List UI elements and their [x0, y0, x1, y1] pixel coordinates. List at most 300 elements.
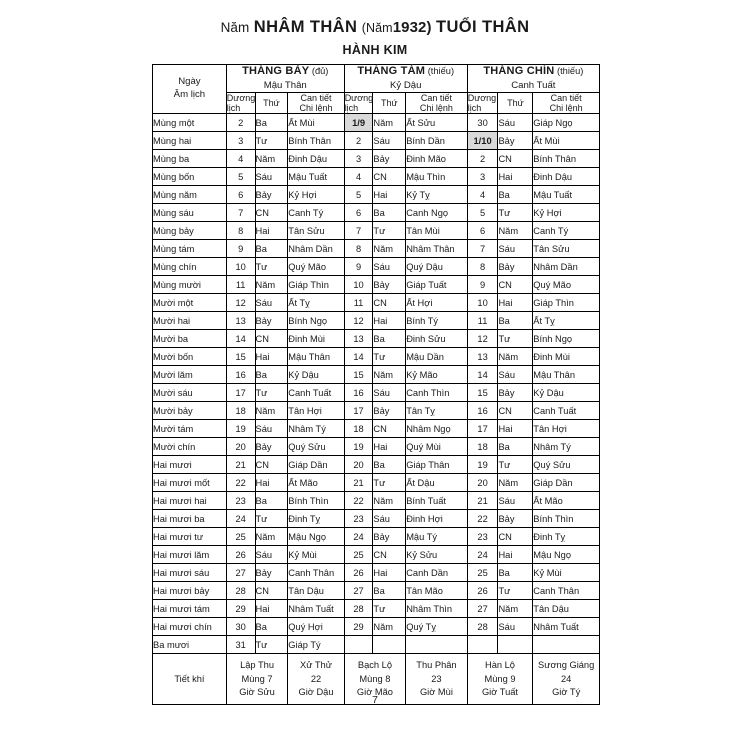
tiet-khi-name-4: Thu Phân [416, 660, 457, 671]
cell-am-lich: Mười bốn [153, 348, 227, 366]
cell-solar-date: 2 [344, 132, 373, 150]
cell-weekday: Bảy [255, 186, 288, 204]
cell-solar-date: 23 [226, 492, 255, 510]
cell-solar-date: 4 [226, 150, 255, 168]
cell-can-chi: Quý Mão [533, 276, 600, 294]
cell-weekday [498, 636, 533, 654]
title-year-name: NHÂM THÂN [253, 18, 358, 36]
cell-weekday: Ba [255, 618, 288, 636]
cell-weekday: Bảy [255, 438, 288, 456]
subheader-ct-l1-1: Can tiết [300, 92, 332, 103]
cell-can-chi: Ất Hợi [406, 294, 468, 312]
cell-solar-date: 5 [344, 186, 373, 204]
cell-solar-date: 9 [226, 240, 255, 258]
cell-solar-date: 20 [226, 438, 255, 456]
table-row [153, 636, 600, 654]
cell-solar-date: 25 [344, 546, 373, 564]
cell-can-chi: Canh Tý [533, 222, 600, 240]
cell-can-chi: Đinh Sửu [406, 330, 468, 348]
table-row [153, 420, 600, 438]
table-row [153, 204, 600, 222]
cell-can-chi: Ất Mùi [288, 114, 344, 132]
cell-solar-date: 21 [467, 492, 498, 510]
cell-solar-date: 15 [467, 384, 498, 402]
cell-can-chi: Quý Sửu [288, 438, 344, 456]
cell-can-chi: Kỷ Hợi [533, 204, 600, 222]
cell-can-chi: Nhâm Ngọ [406, 420, 468, 438]
cell-weekday: Hai [255, 222, 288, 240]
cell-solar-date: 25 [467, 564, 498, 582]
cell-weekday: Tư [255, 132, 288, 150]
cell-weekday: Năm [255, 150, 288, 168]
cell-solar-date: 13 [467, 348, 498, 366]
cell-weekday: Năm [373, 492, 406, 510]
cell-solar-date: 24 [344, 528, 373, 546]
cell-can-chi: Mậu Ngọ [533, 546, 600, 564]
table-row [153, 276, 600, 294]
cell-solar-date: 14 [226, 330, 255, 348]
cell-solar-date: 6 [344, 204, 373, 222]
cell-weekday: Năm [373, 240, 406, 258]
cell-can-chi: Bính Tuất [406, 492, 468, 510]
cell-solar-date: 19 [467, 456, 498, 474]
cell-can-chi: Quý Hợi [288, 618, 344, 636]
cell-solar-date: 28 [226, 582, 255, 600]
subheader-ct-l2-3: Chi lệnh [549, 103, 583, 114]
cell-solar-date: 26 [226, 546, 255, 564]
cell-am-lich: Mười chín [153, 438, 227, 456]
month-canchi-3: Canh Tuất [511, 79, 556, 91]
cell-solar-date-highlighted: 1/10 [467, 132, 498, 150]
cell-can-chi: Đinh Tỵ [288, 510, 344, 528]
cell-weekday: Sáu [373, 384, 406, 402]
cell-solar-date: 12 [226, 294, 255, 312]
subheader-dl-l2-1: lịch [226, 103, 241, 114]
cell-am-lich: Mùng mười [153, 276, 227, 294]
cell-weekday: Ba [255, 366, 288, 384]
cell-can-chi: Ất Mão [533, 492, 600, 510]
subheader-cantiet-1 [288, 92, 344, 114]
cell-am-lich: Mùng một [153, 114, 227, 132]
cell-solar-date: 24 [467, 546, 498, 564]
cell-am-lich: Hai mươi tám [153, 600, 227, 618]
month-header-3 [467, 65, 599, 93]
cell-solar-date: 17 [467, 420, 498, 438]
cell-can-chi: Ất Mùi [533, 132, 600, 150]
cell-solar-date: 4 [344, 168, 373, 186]
table-row [153, 114, 600, 132]
cell-can-chi: Ất Sửu [406, 114, 468, 132]
cell-weekday: Bảy [498, 384, 533, 402]
cell-weekday: Sáu [498, 492, 533, 510]
cell-solar-date: 28 [467, 618, 498, 636]
cell-weekday: Năm [498, 600, 533, 618]
cell-solar-date: 19 [226, 420, 255, 438]
cell-solar-date: 19 [344, 438, 373, 456]
cell-can-chi: Tân Dậu [288, 582, 344, 600]
cell-weekday: Hai [255, 600, 288, 618]
cell-am-lich: Mùng hai [153, 132, 227, 150]
cell-weekday: Sáu [498, 240, 533, 258]
cell-can-chi: Đinh Hợi [406, 510, 468, 528]
cell-can-chi: Kỷ Dậu [533, 384, 600, 402]
cell-solar-date: 26 [467, 582, 498, 600]
month-name-3: THÁNG CHÍN [483, 65, 555, 77]
cell-weekday: Tư [373, 600, 406, 618]
cell-weekday: Tư [373, 474, 406, 492]
cell-weekday: Hai [373, 564, 406, 582]
cell-weekday: Năm [498, 348, 533, 366]
cell-can-chi: Canh Tý [288, 204, 344, 222]
cell-can-chi: Bính Thân [533, 150, 600, 168]
tiet-khi-day-2: 22 [310, 673, 322, 684]
cell-can-chi: Tân Hợi [288, 402, 344, 420]
calendar-table-wrapper [152, 64, 600, 705]
cell-am-lich: Hai mươi sáu [153, 564, 227, 582]
cell-can-chi: Tân Dậu [533, 600, 600, 618]
month-qualifier-2: (thiếu) [427, 66, 455, 76]
cell-solar-date: 3 [467, 168, 498, 186]
tiet-khi-day-4: 23 [431, 673, 442, 684]
tiet-khi-name-2: Xử Thử [300, 660, 332, 671]
cell-can-chi: Quý Sửu [533, 456, 600, 474]
cell-can-chi: Kỷ Dậu [288, 366, 344, 384]
tiet-khi-day-6: 24 [560, 673, 572, 684]
cell-weekday: CN [373, 294, 406, 312]
month-name-1: THÁNG BẢY [242, 65, 310, 77]
cell-weekday: Ba [373, 582, 406, 600]
cell-weekday: Tư [255, 510, 288, 528]
cell-solar-date: 23 [467, 528, 498, 546]
cell-weekday: Bảy [498, 132, 533, 150]
cell-am-lich: Mười hai [153, 312, 227, 330]
cell-weekday: Năm [373, 366, 406, 384]
cell-solar-date: 2 [467, 150, 498, 168]
table-row [153, 402, 600, 420]
cell-weekday: Sáu [498, 366, 533, 384]
tiet-khi-hour-4: Giờ Mùi [419, 687, 453, 698]
cell-can-chi: Giáp Dần [533, 474, 600, 492]
table-row [153, 312, 600, 330]
cell-weekday: Bảy [498, 258, 533, 276]
cell-weekday: CN [373, 546, 406, 564]
cell-weekday: Ba [373, 204, 406, 222]
cell-am-lich: Mười bảy [153, 402, 227, 420]
cell-can-chi: Kỷ Mão [406, 366, 468, 384]
cell-solar-date: 29 [344, 618, 373, 636]
tiet-khi-hour-5: Giờ Tuất [481, 687, 519, 698]
cell-can-chi: Tân Hợi [533, 420, 600, 438]
cell-solar-date: 14 [467, 366, 498, 384]
cell-weekday: Sáu [255, 294, 288, 312]
cell-weekday: Hai [498, 546, 533, 564]
cell-can-chi: Nhâm Thân [406, 240, 468, 258]
cell-am-lich: Mùng bốn [153, 168, 227, 186]
cell-can-chi: Kỷ Sửu [406, 546, 468, 564]
cell-solar-date: 8 [226, 222, 255, 240]
cell-can-chi: Giáp Tuất [406, 276, 468, 294]
cell-weekday: Ba [498, 312, 533, 330]
cell-solar-date: 30 [467, 114, 498, 132]
cell-am-lich: Ba mươi [153, 636, 227, 654]
cell-weekday: Sáu [255, 168, 288, 186]
cell-solar-date: 21 [226, 456, 255, 474]
cell-can-chi: Mậu Thân [533, 366, 600, 384]
title-year-number: 1932) [392, 19, 432, 36]
month-name-2: THÁNG TÁM [357, 65, 426, 77]
cell-weekday: Sáu [498, 114, 533, 132]
tiet-khi-day-3: Mùng 8 [359, 673, 391, 684]
cell-can-chi: Mậu Tý [406, 528, 468, 546]
cell-am-lich: Mười tám [153, 420, 227, 438]
cell-weekday: CN [255, 330, 288, 348]
cell-weekday: CN [498, 276, 533, 294]
table-row [153, 186, 600, 204]
cell-weekday: Ba [373, 330, 406, 348]
cell-weekday: CN [498, 150, 533, 168]
table-row [153, 366, 600, 384]
cell-weekday: Ba [498, 438, 533, 456]
cell-solar-date: 26 [344, 564, 373, 582]
cell-solar-date: 10 [226, 258, 255, 276]
cell-solar-date: 17 [344, 402, 373, 420]
cell-weekday: Tư [373, 222, 406, 240]
cell-can-chi: Tân Sửu [533, 240, 600, 258]
cell-weekday: Tư [498, 582, 533, 600]
cell-solar-date: 15 [344, 366, 373, 384]
table-row [153, 384, 600, 402]
table-row [153, 258, 600, 276]
cell-weekday: Năm [255, 276, 288, 294]
subheader-dl-l1-3: Dương [467, 92, 497, 103]
cell-weekday: Năm [498, 474, 533, 492]
cell-solar-date: 23 [344, 510, 373, 528]
cell-weekday: Ba [255, 114, 288, 132]
cell-am-lich: Hai mươi [153, 456, 227, 474]
table-row [153, 438, 600, 456]
table-row [153, 492, 600, 510]
cell-solar-date: 21 [344, 474, 373, 492]
cell-can-chi: Tân Mão [406, 582, 468, 600]
cell-can-chi: Giáp Tý [288, 636, 344, 654]
cell-can-chi [406, 636, 468, 654]
cell-solar-date: 11 [226, 276, 255, 294]
cell-solar-date: 18 [226, 402, 255, 420]
cell-can-chi: Giáp Thân [406, 456, 468, 474]
cell-solar-date-highlighted: 1/9 [344, 114, 373, 132]
cell-weekday: Năm [373, 618, 406, 636]
cell-weekday: Hai [255, 348, 288, 366]
cell-solar-date: 22 [344, 492, 373, 510]
cell-solar-date: 10 [344, 276, 373, 294]
cell-can-chi: Ất Dậu [406, 474, 468, 492]
cell-solar-date: 2 [226, 114, 255, 132]
page-number: 7 [372, 694, 378, 706]
cell-solar-date: 3 [226, 132, 255, 150]
subheader-ct-l1-2: Can tiết [420, 92, 452, 103]
cell-solar-date: 12 [467, 330, 498, 348]
cell-am-lich: Mười một [153, 294, 227, 312]
month-canchi-2: Kỷ Dậu [389, 79, 422, 91]
cell-can-chi: Đinh Tỵ [533, 528, 600, 546]
cell-am-lich: Mùng chín [153, 258, 227, 276]
table-row [153, 348, 600, 366]
title-zodiac: TUỔI THÂN [436, 18, 530, 36]
cell-weekday: CN [373, 168, 406, 186]
cell-can-chi: Giáp Ngọ [533, 114, 600, 132]
cell-weekday: Bảy [255, 564, 288, 582]
month-header-1 [226, 65, 344, 93]
cell-can-chi: Tân Sửu [288, 222, 344, 240]
cell-solar-date: 24 [226, 510, 255, 528]
cell-solar-date: 17 [226, 384, 255, 402]
cell-solar-date: 5 [467, 204, 498, 222]
cell-solar-date: 27 [467, 600, 498, 618]
cell-am-lich: Mười ba [153, 330, 227, 348]
table-row [153, 546, 600, 564]
cell-am-lich: Mùng năm [153, 186, 227, 204]
cell-weekday: Năm [255, 528, 288, 546]
table-row [153, 294, 600, 312]
title-paren-label: (Năm [361, 21, 393, 35]
cell-can-chi: Kỷ Tỵ [406, 186, 468, 204]
subheader-ct-l2-2: Chi lệnh [419, 103, 453, 114]
page-header [0, 0, 750, 57]
cell-solar-date: 13 [344, 330, 373, 348]
cell-can-chi: Canh Tuất [533, 402, 600, 420]
subheader-ct-l2-1: Chi lệnh [299, 103, 333, 114]
cell-weekday: Tư [255, 636, 288, 654]
cell-am-lich: Hai mươi bảy [153, 582, 227, 600]
cell-am-lich: Mười sáu [153, 384, 227, 402]
table-row [153, 582, 600, 600]
cell-weekday: CN [255, 582, 288, 600]
tiet-khi-hour-1: Giờ Sửu [239, 687, 275, 698]
cell-am-lich: Hai mươi hai [153, 492, 227, 510]
cell-can-chi: Canh Thân [533, 582, 600, 600]
tiet-khi-day-1: Mùng 7 [241, 673, 273, 684]
cell-weekday [373, 636, 406, 654]
cell-solar-date [344, 636, 373, 654]
cell-can-chi: Nhâm Dần [288, 240, 344, 258]
cell-am-lich: Mùng sáu [153, 204, 227, 222]
cell-solar-date: 9 [467, 276, 498, 294]
cell-weekday: Năm [255, 402, 288, 420]
subheader-dl-l2-3: lịch [467, 103, 482, 114]
tiet-khi-hour-2: Giờ Dậu [298, 687, 334, 698]
cell-solar-date: 6 [467, 222, 498, 240]
cell-can-chi: Nhâm Tuất [288, 600, 344, 618]
cell-solar-date: 27 [344, 582, 373, 600]
cell-solar-date: 16 [344, 384, 373, 402]
table-row [153, 474, 600, 492]
tiet-khi-name-5: Hàn Lộ [485, 660, 515, 671]
cell-solar-date: 7 [467, 240, 498, 258]
table-row [153, 528, 600, 546]
cell-can-chi: Canh Dần [406, 564, 468, 582]
cell-solar-date: 31 [226, 636, 255, 654]
cell-can-chi: Mậu Ngọ [288, 528, 344, 546]
cell-weekday: Sáu [373, 510, 406, 528]
cell-can-chi: Kỷ Hợi [288, 186, 344, 204]
cell-can-chi: Nhâm Tý [288, 420, 344, 438]
cell-can-chi: Bính Ngọ [533, 330, 600, 348]
cell-solar-date: 16 [226, 366, 255, 384]
cell-weekday: Ba [255, 492, 288, 510]
cell-weekday: CN [498, 402, 533, 420]
cell-solar-date: 22 [226, 474, 255, 492]
cell-weekday: Tư [255, 258, 288, 276]
subheader-duonglich-3 [467, 92, 498, 114]
cell-weekday: Tư [498, 456, 533, 474]
cell-am-lich: Mùng bảy [153, 222, 227, 240]
cell-solar-date: 29 [226, 600, 255, 618]
cell-weekday: Bảy [373, 150, 406, 168]
title-element: HÀNH KIM [342, 43, 408, 57]
corner-header-line2: Âm lịch [173, 89, 206, 101]
table-row [153, 330, 600, 348]
cell-can-chi: Bính Thân [288, 132, 344, 150]
cell-am-lich: Hai mươi tư [153, 528, 227, 546]
cell-can-chi: Mậu Thân [288, 348, 344, 366]
month-qualifier-1: (đủ) [311, 66, 329, 76]
cell-weekday: Sáu [373, 258, 406, 276]
cell-can-chi: Ất Mão [288, 474, 344, 492]
cell-solar-date: 6 [226, 186, 255, 204]
cell-can-chi: Đinh Mão [406, 150, 468, 168]
subheader-thu-3: Thứ [498, 92, 533, 114]
title-prefix: Năm [220, 20, 250, 35]
cell-can-chi: Mậu Tuất [288, 168, 344, 186]
cell-weekday: Hai [498, 168, 533, 186]
cell-solar-date: 25 [226, 528, 255, 546]
cell-can-chi: Nhâm Thìn [406, 600, 468, 618]
cell-can-chi: Canh Ngọ [406, 204, 468, 222]
subheader-thu-1: Thứ [255, 92, 288, 114]
cell-solar-date: 7 [344, 222, 373, 240]
cell-can-chi: Canh Tuất [288, 384, 344, 402]
cell-can-chi: Kỷ Mùi [288, 546, 344, 564]
tiet-khi-hour-3: Giờ Mão [356, 687, 393, 698]
cell-can-chi: Nhâm Tý [533, 438, 600, 456]
cell-weekday: Hai [373, 186, 406, 204]
tiet-khi-label: Tiết khí [153, 654, 227, 705]
cell-weekday: Tư [498, 330, 533, 348]
table-header-row-months [153, 65, 600, 93]
lunar-calendar-table [152, 64, 600, 705]
cell-solar-date: 28 [344, 600, 373, 618]
cell-weekday: Bảy [498, 510, 533, 528]
cell-weekday: Bảy [255, 312, 288, 330]
cell-solar-date: 22 [467, 510, 498, 528]
table-row [153, 240, 600, 258]
cell-can-chi: Đinh Mùi [288, 330, 344, 348]
cell-weekday: Sáu [255, 420, 288, 438]
cell-solar-date: 7 [226, 204, 255, 222]
tiet-khi-name-3: Bạch Lộ [357, 660, 392, 671]
table-row [153, 618, 600, 636]
cell-can-chi: Quý Mão [288, 258, 344, 276]
cell-can-chi: Mậu Thìn [406, 168, 468, 186]
cell-can-chi: Bính Tý [406, 312, 468, 330]
subheader-duonglich-1 [226, 92, 255, 114]
cell-weekday: Bảy [373, 276, 406, 294]
cell-can-chi: Nhâm Dần [533, 258, 600, 276]
cell-weekday: Hai [373, 438, 406, 456]
corner-header [153, 65, 227, 114]
cell-weekday: Sáu [255, 546, 288, 564]
cell-weekday: Tư [498, 204, 533, 222]
